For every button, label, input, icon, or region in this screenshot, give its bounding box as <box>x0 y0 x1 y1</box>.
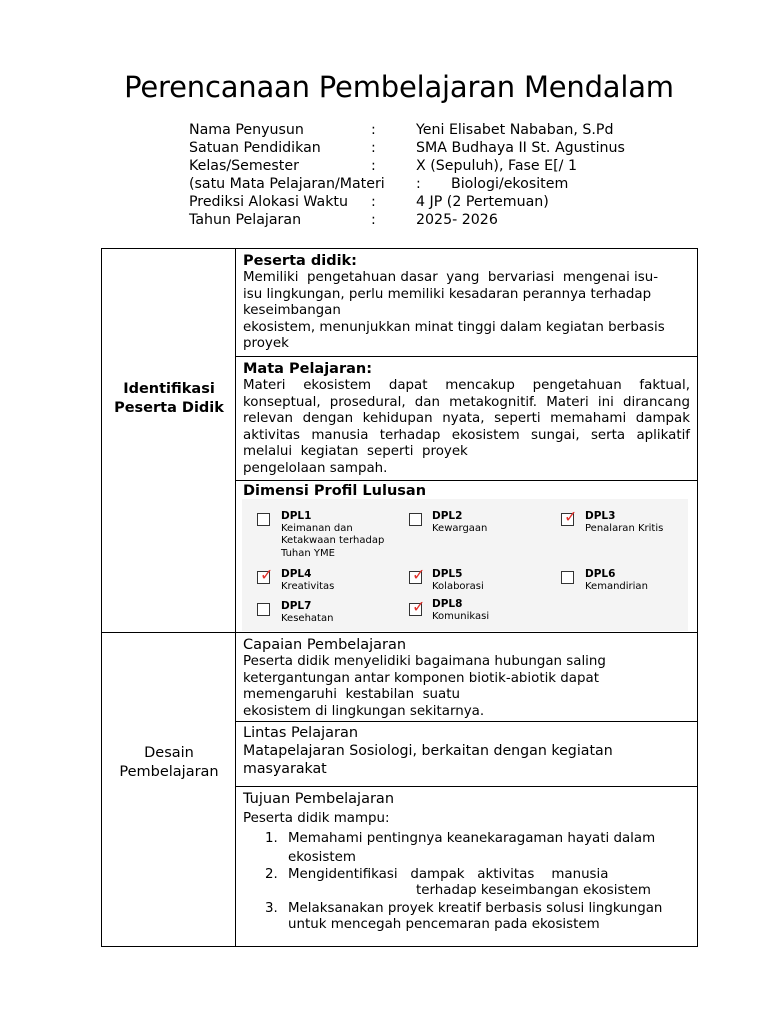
dpl-desc: Keimanan dan <box>281 522 353 534</box>
dpl6-item <box>585 568 648 593</box>
lintas-section <box>243 724 683 778</box>
meta-value: Yeni Elisabet Nababan, S.Pd <box>416 122 614 138</box>
text-line: pengelolaan sampah. <box>243 460 388 476</box>
capaian-section <box>243 636 683 720</box>
text-line: keseimbangan <box>243 303 341 318</box>
label-line: Desain <box>144 745 194 761</box>
dpl-code: DPL4 <box>281 568 312 580</box>
table-divider <box>235 721 697 722</box>
list-number: 3. <box>265 900 278 916</box>
dpl-desc: Komunikasi <box>432 610 490 622</box>
text-line: melalui kegiatan seperti proyek <box>243 444 468 459</box>
meta-value: Biologi/ekositem <box>451 176 569 192</box>
dpl6-checkbox[interactable] <box>561 571 574 584</box>
section-heading: Tujuan Pembelajaran <box>243 791 395 807</box>
meta-sep: : <box>371 194 376 210</box>
dpl-desc: Tuhan YME <box>281 547 335 559</box>
label-line: Identifikasi <box>123 381 215 397</box>
text-line: masyarakat <box>243 761 327 777</box>
section-heading: Lintas Pelajaran <box>243 725 359 741</box>
dpl-desc: Ketakwaan terhadap <box>281 535 385 546</box>
list-text: untuk mencegah pencemaran pada ekosistem <box>288 916 600 932</box>
meta-key: Nama Penyusun <box>189 122 304 138</box>
mata-pelajaran-section <box>243 360 690 477</box>
plan-table <box>101 248 698 947</box>
peserta-didik-section <box>243 252 679 353</box>
text-line: proyek <box>243 336 289 351</box>
list-text: Melaksanakan proyek kreatif berbasis solusi lingkungan <box>288 900 663 916</box>
dpl-desc: Penalaran Kritis <box>585 522 664 534</box>
dimensi-profil-grid <box>242 499 688 631</box>
list-item <box>243 831 683 867</box>
text-line: ekosistem, menunjukkan minat tinggi dalam kegiatan berbasis <box>243 319 665 335</box>
text-line: Materi ekosistem dapat mencakup pengetahuan faktual, <box>243 378 690 393</box>
section-heading: Peserta didik: <box>243 253 357 269</box>
list-text: terhadap keseimbangan ekosistem <box>416 882 651 898</box>
dpl-desc: Kewargaan <box>432 522 488 534</box>
text-line: isu lingkungan, perlu memiliki kesadaran perannya terhadap <box>243 286 652 302</box>
meta-value: X (Sepuluh), Fase E[/ 1 <box>416 158 577 174</box>
dpl3-item <box>585 510 663 535</box>
meta-sep: : <box>371 122 376 138</box>
dpl8-item <box>432 598 489 623</box>
text-line: konseptual, prosedural, dan metakognitif. Materi ini dirancang <box>243 394 690 410</box>
list-text: ekosistem <box>288 849 356 865</box>
dpl-code: DPL5 <box>432 568 463 580</box>
meta-key: Satuan Pendidikan <box>189 140 321 156</box>
meta-key: Prediksi Alokasi Waktu <box>189 194 348 210</box>
list-number: 1. <box>265 830 278 846</box>
text-line: relevan dengan kehidupan nyata, seperti memahami dampak <box>243 411 690 426</box>
table-divider <box>102 632 697 633</box>
dpl-desc: Kesehatan <box>281 612 334 624</box>
tujuan-section <box>243 790 683 935</box>
text-line: ketergantungan antar komponen biotik-abiotik dapat <box>243 670 599 686</box>
section-heading: Mata Pelajaran: <box>243 361 373 377</box>
section-heading: Capaian Pembelajaran <box>243 637 407 653</box>
label-line: Peserta Didik <box>114 400 224 416</box>
meta-sep: : <box>371 158 376 174</box>
dpl-desc: Kreativitas <box>281 580 335 592</box>
dpl-code: DPL6 <box>585 568 616 580</box>
checkmark-icon: ✓ <box>564 507 578 526</box>
table-divider <box>235 249 236 946</box>
meta-key: Tahun Pelajaran <box>189 212 302 228</box>
dpl1-checkbox[interactable] <box>257 513 270 526</box>
page-title: Perencanaan Pembelajaran Mendalam <box>124 70 674 104</box>
dpl-code: DPL3 <box>585 510 616 522</box>
checkmark-icon: ✓ <box>412 597 426 616</box>
dpl-code: DPL7 <box>281 600 312 612</box>
identifikasi-label <box>102 380 236 418</box>
meta-sep: : <box>371 140 376 156</box>
dpl4-checkbox[interactable] <box>257 565 274 584</box>
dpl7-item <box>281 600 333 625</box>
text-line: aktivitas manusia terhadap ekosistem sungai, serta aplikatif <box>243 427 690 443</box>
dpl-code: DPL8 <box>432 598 463 610</box>
dpl1-item <box>281 510 384 560</box>
table-divider <box>235 786 697 787</box>
dpl2-checkbox[interactable] <box>409 513 422 526</box>
checkmark-icon: ✓ <box>260 565 274 584</box>
meta-sep: : <box>416 176 421 192</box>
dpl7-checkbox[interactable] <box>257 603 270 616</box>
list-number: 2. <box>265 866 278 882</box>
dpl4-item <box>281 568 334 593</box>
text-line: Peserta didik mampu: <box>243 811 390 826</box>
meta-value: SMA Budhaya II St. Agustinus <box>416 140 625 156</box>
dpl5-item <box>432 568 484 593</box>
list-item <box>243 867 683 901</box>
meta-key: (satu Mata Pelajaran/Materi <box>189 176 385 192</box>
meta-sep: : <box>371 212 376 228</box>
text-line: ekosistem di lingkungan sekitarnya. <box>243 703 485 719</box>
section-heading: Dimensi Profil Lulusan <box>243 483 427 499</box>
dpl2-item <box>432 510 487 535</box>
list-text: Memahami pentingnya keanekaragaman hayati dalam <box>288 830 656 846</box>
text-line: Matapelajaran Sosiologi, berkaitan dengan kegiatan <box>243 743 613 759</box>
dpl-desc: Kemandirian <box>585 580 648 592</box>
dpl-code: DPL1 <box>281 510 312 522</box>
tujuan-list <box>243 831 683 935</box>
text-line: memengaruhi kestabilan suatu <box>243 687 460 702</box>
table-divider <box>235 356 697 357</box>
dpl8-checkbox[interactable] <box>409 597 426 616</box>
dpl-desc: Kolaborasi <box>432 580 484 592</box>
checkmark-icon: ✓ <box>412 565 426 584</box>
desain-label <box>102 744 236 782</box>
table-divider <box>235 480 697 481</box>
list-item <box>243 901 683 935</box>
list-text: Mengidentifikasi dampak aktivitas manusia <box>288 866 609 882</box>
meta-key: Kelas/Semester <box>189 158 299 174</box>
dpl3-checkbox[interactable] <box>561 507 578 526</box>
text-line: Memiliki pengetahuan dasar yang bervariasi mengenai isu- <box>243 270 659 285</box>
meta-value: 4 JP (2 Pertemuan) <box>416 194 549 210</box>
dimensi-heading-cell <box>243 482 683 500</box>
label-line: Pembelajaran <box>119 764 219 780</box>
dpl-code: DPL2 <box>432 510 463 522</box>
meta-value: 2025- 2026 <box>416 212 498 228</box>
text-line: Peserta didik menyelidiki bagaimana hubungan saling <box>243 654 606 669</box>
dpl5-checkbox[interactable] <box>409 565 426 584</box>
